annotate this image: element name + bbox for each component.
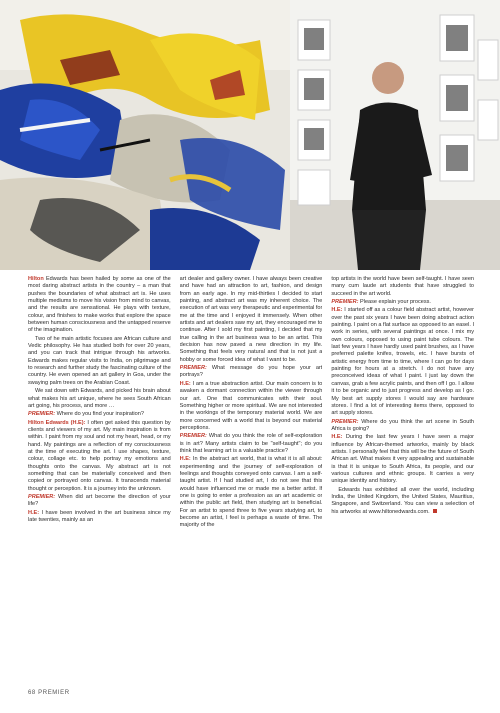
question: PREMIER: Please explain your process.	[331, 299, 431, 306]
answer: H.E: During the last few years I have seen a major influence by African-themed artworks, mainly by black artists. I personally feel that this will be the future of South African art. What makes it very appealing and sustainable is that it is unique to South Africa, its people, and our various cultures and ethnic groups. It carries a very unique identity and history.	[331, 434, 475, 485]
page-footer	[28, 690, 70, 696]
artist-portrait-photo	[290, 0, 500, 270]
paragraph: top artists in the world have been self-taught. I have seen many cum laude art students that have struggled to succeed in the art world.	[331, 276, 475, 297]
question: PREMIER: Where do you find your inspiration?	[28, 411, 144, 418]
answer: H.E: In the abstract art world, that is what it is all about: experimenting and the journey of self-exploration of feelings and thoughts conveyed onto canvas. I am a self-taught artist. If I had studied art, I do not see that this would have influenced me or made me a better artist. If one is going to enter a profession as an art academic or within the public art field, then studying art is beneficial. For an artist to spend three to five years studying art, to become an artist, I feel is perhaps a waste of time. The majority of the	[179, 456, 323, 529]
article-column-1	[28, 276, 171, 678]
answer: Hilton Edwards (H.E): I often get asked this question by clients and viewers of my art. My main inspiration is from within. I paint from my soul and not my heart, head, or my hand. My paintings are a reflection of my consciousness at the time of executing the art. I use shapes, texture, colour, collage etc. to help portray my emotions and thoughts onto the canvas. My abstract art is not something that can be materially conceived and then copied or portrayed onto canvas. It transcends material thought or perception. It is a journey into the unknown.	[28, 419, 171, 492]
question: PREMIER: Where do you think the art scene in South Africa is going?	[331, 418, 475, 432]
abstract-painting-photo	[0, 0, 290, 270]
publication-name: PREMIER	[38, 690, 70, 696]
answer: H.E: I have been involved in the art business since my late twenties, mainly as an	[28, 509, 171, 523]
answer: H.E: I am a true abstraction artist. Our main concern is to awaken a dormant connection within the viewer through our art. One that communicates with their soul. Something higher or more spiritual. We are not interested in the workings of the temporary material world. We are more concerned with a world that is beyond our material perceptions.	[179, 380, 323, 431]
paragraph: Hilton Edwards has been hailed by some as one of the most daring abstract artists in the country – a man that pushes the boundaries of what abstract art is. He uses multiple mediums to move his vision from mind to canvas, and the results are sensational. He plays with texture, colour, and finishes to make works that explore the space between human consciousness and the untapped reserve of the imagination.	[28, 276, 171, 334]
paragraph: Two of he main artistic focuses are African culture and Vedic philosophy. He has studied both for over 20 years, and you can track that intrigue through his artworks. Edwards makes regular visits to India, on pilgrimage and to research and further study the fascinating culture of the country. He even opened an art gallery in Goa, under the swaying palm trees on the Arabian Coast.	[28, 335, 171, 386]
paragraph: We sat down with Edwards, and picked his brain about what makes his art unique, where he sees South African art going, his process, and more …	[28, 388, 171, 409]
end-of-article-mark	[433, 509, 437, 513]
article-body	[28, 276, 474, 678]
question: PREMIER: What do you think the role of self-exploration is in art? Many artists claim to be "self-taught"; do you think that learning art is a valuable practice?	[179, 433, 323, 454]
answer: H.E: I started off as a colour field abstract artist, however over the past six years I have been doing abstract action painting. I paint on a flat surface as opposed to an easel. I work in series, with several paintings at once. I mix my own colours, opposed to using paint tube colours. The last few years I have hardly used paint brushes, as I have preferred palette knifes, trowels, etc. I have bursts of artistic energy from time to time, where I can go for days painting for hours at a stretch. I do not have any preconceived ideas of what I paint. I just lay down the canvas, grab a few acrylic paints, and then off I go. I allow it to be organic and to just progress and develop as I go. My best art supply stores I would say are hardware stores. I find a lot of interesting items there, opposed to art supply stores.	[331, 307, 475, 417]
question: PREMIER: What message do you hope your art portrays?	[179, 365, 323, 379]
paragraph: art dealer and gallery owner. I have always been creative and have had an attraction to art, fashion, and design from an early age. In my mid-thirties I decided to start painting, and abstract art was my inherent choice. The execution of art was very therapeutic and experimental for me at the time and I enjoyed it immensely. When other artists and art dealers saw my art, they encouraged me to continue. After I sold my first painting, I decided that my true calling in the art business was to be an artist. This decision has now paved a new direction in my life. Something that feels very natural and that is not just a hobby or some forced idea of what I want to be.	[179, 276, 323, 363]
article-column-2	[180, 276, 323, 678]
question: PREMIER: When did art become the direction of your life?	[28, 493, 171, 508]
paragraph: Edwards has exhibited all over the world, including India, the United Kingdom, the United States, Mauritius, Singapore, and Switzerland. You can view a selection of his artworks at www.hiltonedwards.com.	[331, 486, 475, 515]
page-number: 68	[28, 690, 36, 696]
article-column-3	[331, 276, 474, 678]
